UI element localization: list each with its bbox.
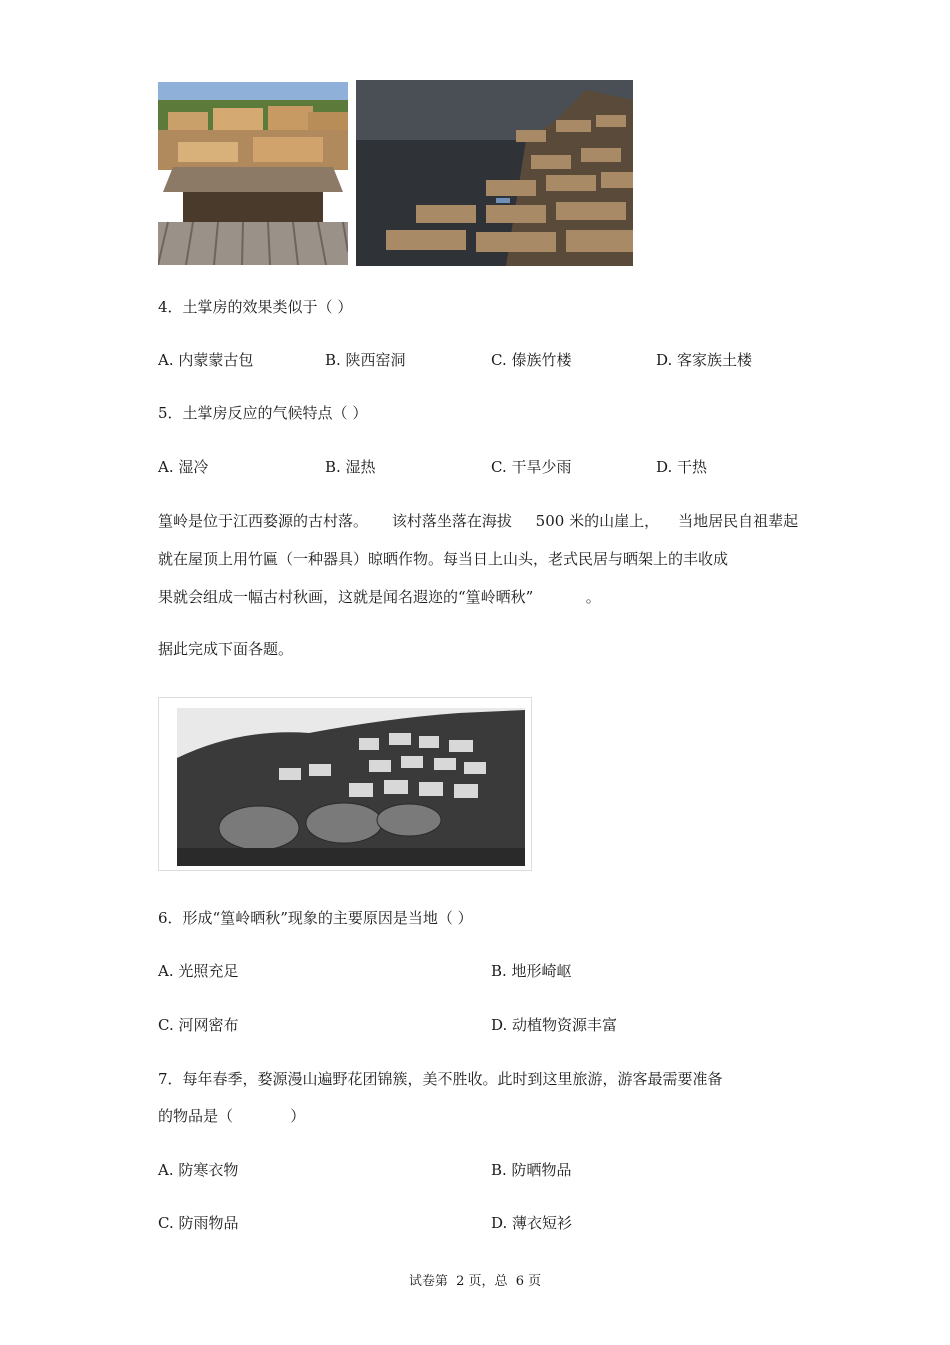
huangling-village-photo: [158, 697, 532, 871]
question-7-stem-line-1: 7．每年春季，婺源漫山遍野花团锦簇，美不胜收。此时到这里旅游，游客最需要准备: [158, 1070, 723, 1088]
q4-option-d: D. 客家族土楼: [656, 351, 753, 369]
q6-option-b: B. 地形崎岖: [491, 962, 572, 980]
q5-option-b: B. 湿热: [325, 458, 376, 476]
question-6-stem: 6．形成“篁岭晒秋”现象的主要原因是当地（ ）: [158, 909, 473, 927]
q7-option-a: A. 防寒衣物: [158, 1161, 239, 1179]
passage-line-2: 就在屋顶上用竹匾（一种器具）晾晒作物。每当日上山头，老式民居与晒架上的丰收成: [158, 550, 729, 568]
q7-option-b: B. 防晒物品: [491, 1161, 572, 1179]
q4-option-b: B. 陕西窑洞: [325, 351, 406, 369]
q6-option-a: A. 光照充足: [158, 962, 239, 980]
q5-option-a: A. 湿冷: [158, 458, 209, 476]
passage-line-1: 篁岭是位于江西婺源的古村落。 该村落坐落在海拔 500 米的山崖上， 当地居民自祖辈起: [158, 512, 799, 530]
page-footer: 试卷第 2 页，总 6 页: [408, 1274, 542, 1289]
question-7-stem-line-2: 的物品是（ ）: [158, 1107, 306, 1125]
q7-option-c: C. 防雨物品: [158, 1214, 239, 1232]
q4-option-c: C. 傣族竹楼: [491, 351, 572, 369]
tuzhangfang-photo-day: [158, 82, 348, 265]
q5-option-d: D. 干热: [656, 458, 708, 476]
passage-line-3: 果就会组成一幅古村秋画，这就是闻名遐迩的“篁岭晒秋” 。: [158, 588, 601, 606]
passage-instruction: 据此完成下面各题。: [158, 640, 294, 658]
q6-option-d: D. 动植物资源丰富: [491, 1016, 618, 1034]
question-4-stem: 4．土掌房的效果类似于（ ）: [158, 298, 353, 316]
tuzhangfang-photo-dusk: [356, 80, 633, 266]
q7-option-d: D. 薄衣短衫: [491, 1214, 573, 1232]
q6-option-c: C. 河网密布: [158, 1016, 239, 1034]
question-5-stem: 5．土掌房反应的气候特点（ ）: [158, 404, 368, 422]
q5-option-c: C. 干旱少雨: [491, 458, 572, 476]
q4-option-a: A. 内蒙蒙古包: [158, 351, 254, 369]
